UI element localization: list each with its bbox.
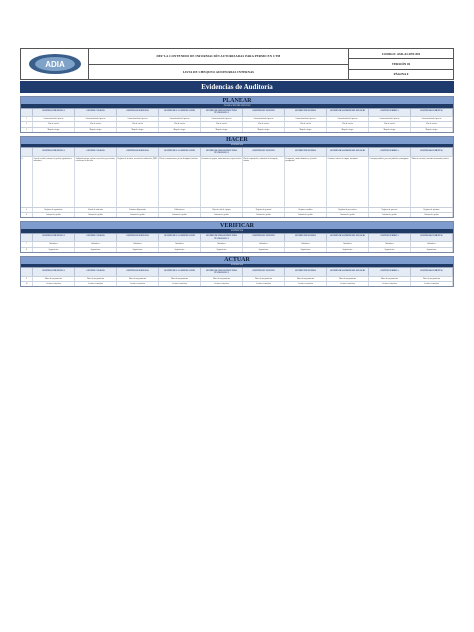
logo — [21, 49, 89, 79]
phase-hacer — [20, 136, 454, 219]
row-number: 1 — [21, 117, 33, 121]
table-cell: Plan de capacitación, evaluación de desempeño, nómina — [243, 157, 285, 207]
table-cell: Planes de mejoramiento — [33, 277, 75, 281]
table-row — [21, 121, 453, 126]
table-row — [21, 281, 453, 286]
column-header: GESTIÓN DE SOPORTE DEL NEGOCIO — [327, 148, 369, 156]
column-header: GESTIÓN DEL TALENTO — [243, 234, 285, 242]
row-number: 6 — [21, 213, 33, 217]
table-cell: Plan de acción — [159, 122, 201, 126]
row-number: 5 — [21, 208, 33, 212]
table-cell: Planes de mejoramiento — [369, 277, 411, 281]
column-header: GESTIÓN DEL TALENTO — [243, 268, 285, 276]
table-cell: Registros de procesos — [369, 208, 411, 212]
table-cell: Plan de acción — [243, 122, 285, 126]
table-cell: Mapa de riesgos — [201, 128, 243, 132]
column-header: GESTIÓN DE SOPORTE DEL NEGOCIO — [327, 234, 369, 242]
column-header: GESTIÓN ESTRATÉGICA — [33, 109, 75, 117]
table-cell: Acciones correctivas — [117, 282, 159, 286]
column-header: GESTIÓN DEL TALENTO — [243, 109, 285, 117]
table-cell: Mapa de riesgos — [159, 128, 201, 132]
column-header: GESTIÓN DOCUMENTAL — [411, 268, 453, 276]
table-cell: Informes de gestión — [327, 213, 369, 217]
table-cell: Seguimientos — [33, 248, 75, 252]
table-cell: Plan de acción — [369, 122, 411, 126]
column-header: GESTIÓN DEL TALENTO — [243, 148, 285, 156]
column-header: GESTIÓN DE INFRAESTRUCTURA TECNOLÓGICA — [201, 109, 243, 117]
table-cell: Presupuesto, estados financieros, ejecución presupuestal — [285, 157, 327, 207]
column-headers — [21, 108, 453, 117]
table-cell: Acciones correctivas — [201, 282, 243, 286]
table-cell: Registros de proveedores — [327, 208, 369, 212]
column-header: GESTIÓN DE INFRAESTRUCTURA TECNOLÓGICA — [201, 268, 243, 276]
table-cell: Informes de gestión — [243, 213, 285, 217]
table-cell: Mapa de riesgos — [117, 128, 159, 132]
table-cell: Indicadores — [327, 242, 369, 246]
phase-actuar — [20, 256, 454, 288]
column-header-num — [21, 268, 33, 276]
table-cell: Registros de seguimiento — [33, 208, 75, 212]
table-cell: Seguimientos — [117, 248, 159, 252]
evidence-banner: Evidencias de Auditoría — [20, 81, 454, 93]
phase-verificar — [20, 221, 454, 253]
column-header: GESTIÓN FINANCIERA — [285, 268, 327, 276]
table-row — [21, 212, 453, 217]
table-cell: Planes de mejoramiento — [159, 277, 201, 281]
table-cell: Seguimientos — [285, 248, 327, 252]
table-cell: Caracterización del proceso — [327, 117, 369, 121]
column-header: GESTIÓN ESTRATÉGICA — [33, 268, 75, 276]
table-cell: Planes de mejoramiento — [117, 277, 159, 281]
column-header: GESTIÓN DE SERVICIOS — [117, 268, 159, 276]
column-header: GESTIÓN DE LA COMUNICACIÓN — [159, 148, 201, 156]
header-meta — [349, 49, 453, 79]
column-header: GESTIÓN DE SOPORTE DEL NEGOCIO — [327, 109, 369, 117]
table-cell: Planes de mejoramiento — [285, 277, 327, 281]
column-header: GESTIÓN DE SERVICIOS — [117, 234, 159, 242]
table-cell: Registros contables — [285, 208, 327, 212]
phase-planear — [20, 96, 454, 133]
phase-subtitle: EVIDENCIAS — [21, 264, 453, 268]
phase-subtitle: EVIDENCIAS — [21, 144, 453, 148]
table-cell: Registros de atención, encuestas de satisfacción, PQRS — [117, 157, 159, 207]
row-number: 9 — [21, 277, 33, 281]
column-header: GESTIÓN DOCUMENTAL — [411, 234, 453, 242]
table-cell: Caracterización del proceso — [117, 117, 159, 121]
table-row — [21, 156, 453, 207]
table-cell: Caracterización del proceso — [285, 117, 327, 121]
table-cell: Planes de mejoramiento — [411, 277, 453, 281]
table-cell: Tablas de retención, inventario documental, archivo — [411, 157, 453, 207]
table-row — [21, 247, 453, 252]
column-headers — [21, 267, 453, 276]
table-cell: Caracterización del proceso — [411, 117, 453, 121]
column-header: GESTIÓN JURÍDICA — [369, 109, 411, 117]
table-cell: Caracterización del proceso — [243, 117, 285, 121]
doc-page: PÁGINA 0 — [349, 69, 453, 79]
table-cell: Acciones correctivas — [33, 282, 75, 286]
column-header: GESTIÓN CALIDAD — [75, 234, 117, 242]
table-cell: Mapa de riesgos — [33, 128, 75, 132]
phase-title: HACER — [21, 137, 453, 144]
column-header: GESTIÓN DOCUMENTAL — [411, 109, 453, 117]
column-header-num — [21, 148, 33, 156]
column-header: GESTIÓN DE INFRAESTRUCTURA TECNOLÓGICA — [201, 234, 243, 242]
column-header: GESTIÓN FINANCIERA — [285, 234, 327, 242]
doc-code: CODIGO: ASD-AC2EF-001 — [381, 51, 421, 56]
table-cell: Contratos, órdenes de compra, inventarios — [327, 157, 369, 207]
table-cell: Mapa de riesgos — [285, 128, 327, 132]
table-cell: Inventario de equipos, mantenimientos, soporte técnico — [201, 157, 243, 207]
row-number: 8 — [21, 248, 33, 252]
table-cell: Plan de acción — [33, 122, 75, 126]
table-cell: Acciones correctivas — [75, 282, 117, 286]
table-cell: Mapa de riesgos — [75, 128, 117, 132]
table-cell: Informes de gestión — [285, 213, 327, 217]
logo-text: ADIA — [44, 60, 65, 69]
column-header: GESTIÓN JURÍDICA — [369, 148, 411, 156]
column-header: GESTIÓN DE SERVICIOS — [117, 148, 159, 156]
table-cell: Planes de mejoramiento — [327, 277, 369, 281]
table-cell: Seguimientos — [327, 248, 369, 252]
row-number: 10 — [21, 282, 33, 286]
table-cell: Acciones correctivas — [411, 282, 453, 286]
table-cell: Informes de gestión — [33, 213, 75, 217]
column-headers — [21, 147, 453, 156]
column-headers — [21, 233, 453, 242]
table-cell: Caracterización del proceso — [159, 117, 201, 121]
table-cell: Informes de gestión — [159, 213, 201, 217]
table-cell: Acciones correctivas — [243, 282, 285, 286]
table-cell: Publicaciones — [159, 208, 201, 212]
doc-subtitle: LISTA DE CHEQUEO AUDITORIAS INTERNAS — [89, 64, 348, 80]
table-cell: Seguimientos — [75, 248, 117, 252]
table-cell: Mapa de riesgos — [411, 128, 453, 132]
table-cell: Plan de acción — [327, 122, 369, 126]
table-cell: Hojas de vida de equipos — [201, 208, 243, 212]
column-header: GESTIÓN DE INFRAESTRUCTURA TECNOLÓGICA — [201, 148, 243, 156]
table-cell: Auditorías internas, acciones correctivas y preventivas, revisión por la dirección — [75, 157, 117, 207]
table-cell: Plan de acción — [285, 122, 327, 126]
table-cell: Seguimientos — [201, 248, 243, 252]
column-header: GESTIÓN JURÍDICA — [369, 268, 411, 276]
table-cell: Listado de asistencia — [75, 208, 117, 212]
table-cell: Indicadores — [411, 242, 453, 246]
table-cell: Acciones correctivas — [369, 282, 411, 286]
column-header-num — [21, 234, 33, 242]
table-cell: Caracterización del proceso — [75, 117, 117, 121]
table-cell: Acciones correctivas — [327, 282, 369, 286]
column-header: GESTIÓN CALIDAD — [75, 148, 117, 156]
table-cell: Actas de reunión, informes de gestión, seguimiento a indicadores — [33, 157, 75, 207]
table-cell: Indicadores — [243, 242, 285, 246]
phases-container — [20, 96, 454, 287]
table-cell: Caracterización del proceso — [201, 117, 243, 121]
column-header: GESTIÓN CALIDAD — [75, 268, 117, 276]
table-cell: Plan de acción — [75, 122, 117, 126]
column-header: GESTIÓN FINANCIERA — [285, 148, 327, 156]
row-number: 7 — [21, 242, 33, 246]
column-header: GESTIÓN DE LA COMUNICACIÓN — [159, 268, 201, 276]
table-cell: Planes de mejoramiento — [201, 277, 243, 281]
table-cell: Indicadores — [285, 242, 327, 246]
table-row — [21, 116, 453, 121]
doc-title: DEF'LA CONTENIDO DE INFORMACIÓN AUTORIZADAS PARA PERMO EN CTM — [156, 54, 281, 59]
table-cell: Indicadores — [369, 242, 411, 246]
table-cell: Registros de préstamo — [411, 208, 453, 212]
table-cell: Indicadores — [159, 242, 201, 246]
table-cell: Indicadores — [117, 242, 159, 246]
column-header: GESTIÓN CALIDAD — [75, 109, 117, 117]
row-number: 4 — [21, 157, 33, 207]
column-header-num — [21, 109, 33, 117]
table-cell: Mapa de riesgos — [243, 128, 285, 132]
table-cell: Seguimientos — [411, 248, 453, 252]
table-cell: Seguimientos — [369, 248, 411, 252]
table-row — [21, 241, 453, 246]
column-header: GESTIÓN DE LA COMUNICACIÓN — [159, 234, 201, 242]
table-cell: Informes de gestión — [117, 213, 159, 217]
column-header: GESTIÓN JURÍDICA — [369, 234, 411, 242]
table-cell: Planes de mejoramiento — [243, 277, 285, 281]
table-row — [21, 276, 453, 281]
table-cell: Formatos diligenciados — [117, 208, 159, 212]
table-cell: Indicadores — [201, 242, 243, 246]
table-cell: Registros de personal — [243, 208, 285, 212]
doc-version: VERSIÓN 02 — [349, 58, 453, 68]
table-cell: Acciones correctivas — [285, 282, 327, 286]
table-cell: Conceptos jurídicos, procesos judiciales, normograma — [369, 157, 411, 207]
document-header — [20, 48, 454, 80]
column-header: GESTIÓN ESTRATÉGICA — [33, 148, 75, 156]
table-cell: Informes de gestión — [75, 213, 117, 217]
table-cell: Plan de acción — [201, 122, 243, 126]
table-cell: Indicadores — [75, 242, 117, 246]
table-row — [21, 207, 453, 212]
row-number: 3 — [21, 128, 33, 132]
table-cell: Informes de gestión — [201, 213, 243, 217]
table-cell: Caracterización del proceso — [33, 117, 75, 121]
table-cell: Caracterización del proceso — [369, 117, 411, 121]
table-cell: Acciones correctivas — [159, 282, 201, 286]
table-cell: Informes de gestión — [411, 213, 453, 217]
audit-sheet — [20, 48, 454, 287]
column-header: GESTIÓN DE SERVICIOS — [117, 109, 159, 117]
column-header: GESTIÓN DOCUMENTAL — [411, 148, 453, 156]
table-cell: Seguimientos — [159, 248, 201, 252]
phase-title: PLANEAR — [21, 97, 453, 104]
table-row — [21, 127, 453, 132]
logo-icon — [27, 52, 83, 76]
phase-subtitle: EVIDENCIAS — [21, 229, 453, 233]
phase-title: VERIFICAR — [21, 222, 453, 229]
header-titles — [89, 49, 349, 79]
row-number: 2 — [21, 122, 33, 126]
table-cell: Indicadores — [33, 242, 75, 246]
table-cell: Mapa de riesgos — [369, 128, 411, 132]
column-header: GESTIÓN FINANCIERA — [285, 109, 327, 117]
table-cell: Seguimientos — [243, 248, 285, 252]
phase-title: ACTUAR — [21, 257, 453, 264]
table-cell: Plan de comunicaciones, piezas divulgadas, boletines — [159, 157, 201, 207]
phase-subtitle: PLANEACIÓN DEL PROCESO — [21, 104, 453, 108]
table-cell: Plan de acción — [117, 122, 159, 126]
table-cell: Informes de gestión — [369, 213, 411, 217]
column-header: GESTIÓN DE LA COMUNICACIÓN — [159, 109, 201, 117]
column-header: GESTIÓN DE SOPORTE DEL NEGOCIO — [327, 268, 369, 276]
column-header: GESTIÓN ESTRATÉGICA — [33, 234, 75, 242]
table-cell: Plan de acción — [411, 122, 453, 126]
table-cell: Planes de mejoramiento — [75, 277, 117, 281]
table-cell: Mapa de riesgos — [327, 128, 369, 132]
